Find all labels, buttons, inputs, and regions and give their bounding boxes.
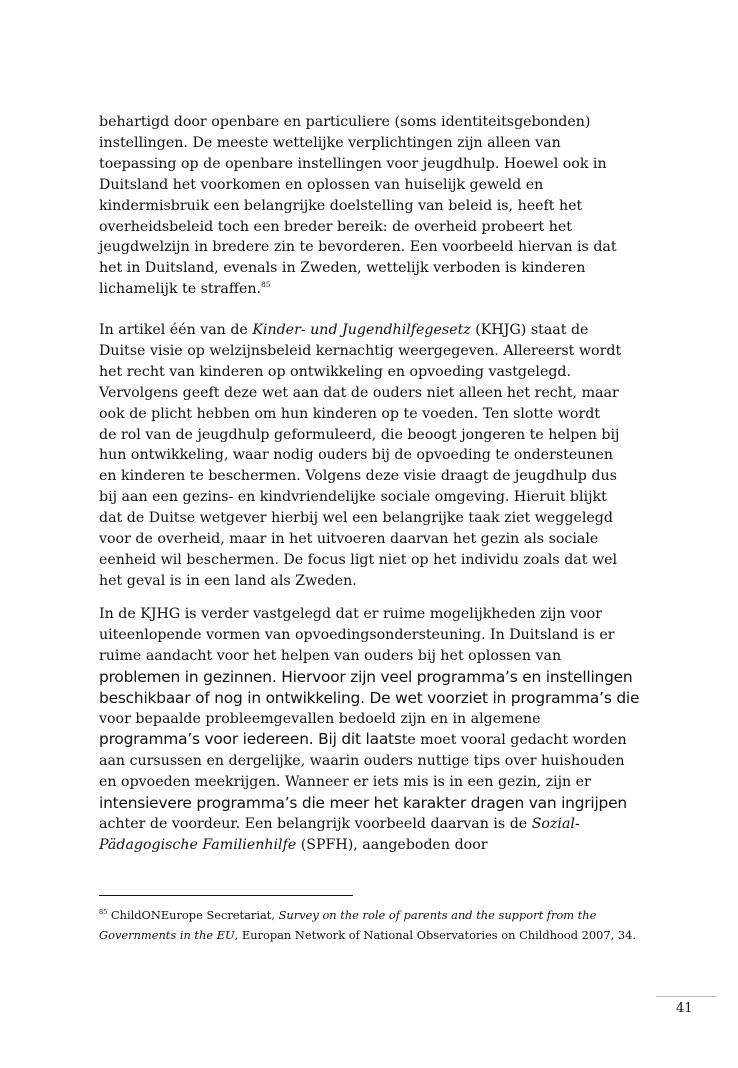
- page-number: 41: [676, 1001, 693, 1016]
- text-line: Duitsland het voorkomen en oplossen van huiselijk geweld en: [99, 176, 544, 193]
- program-name: Sozial-: [531, 816, 580, 833]
- text-line: instellingen. De meeste wettelijke verplichtingen zijn alleen van: [99, 134, 561, 151]
- text-line: jeugdwelzijn in bredere zin te bevorderen. Een voorbeeld hiervan is dat: [99, 239, 617, 256]
- text-fragment: achter de voordeur. Een belangrijk voorbeeld daarvan is de: [99, 816, 532, 833]
- footnote: [99, 906, 644, 945]
- text-line: [99, 814, 644, 835]
- text-line: het in Duitsland, evenals in Zweden, wettelijk verboden is kinderen: [99, 260, 586, 277]
- text-line: overheidsbeleid toch een breder bereik: de overheid probeert het: [99, 218, 572, 235]
- footnote-text: ChildONEurope Secretariat,: [107, 908, 279, 922]
- text-fragment: (KHJG) staat de: [470, 322, 589, 338]
- text-line: voor bepaalde probleemgevallen bedoeld zijn en in algemene: [99, 710, 541, 727]
- program-name: Pädagogische Familienhilfe: [99, 836, 297, 853]
- text-line: problemen in gezinnen. Hiervoor zijn veel programma’s en instellingen: [99, 667, 633, 686]
- text-line: Vervolgens geeft deze wet aan dat de ouders niet alleen het recht, maar: [99, 384, 619, 401]
- text-line: kindermisbruik een belangrijke doelstelling van beleid is, heeft het: [99, 197, 583, 214]
- text-fragment: lichamelijk te straffen.: [99, 281, 261, 298]
- paragraph-3: [99, 604, 644, 856]
- text-line: eenheid wil beschermen. De focus ligt niet op het individu zoals dat wel: [99, 551, 618, 568]
- footnote-divider: [99, 895, 353, 896]
- text-line: en opvoeden meekrijgen. Wanneer er iets mis is in een gezin, zijn er: [99, 774, 591, 791]
- text-line: Duitse visie op welzijnsbeleid kernachtig weergegeven. Allereerst wordt: [99, 342, 622, 359]
- text-line: voor de overheid, maar in het uitvoeren daarvan het gezin als sociale: [99, 531, 599, 548]
- text-line: hun ontwikkeling, waar nodig ouders bij de opvoeding te ondersteunen: [99, 447, 614, 464]
- text-line: toepassing op de openbare instellingen voor jeugdhulp. Hoewel ook in: [99, 155, 607, 172]
- footnote-reference[interactable]: 85: [261, 280, 271, 290]
- text-line: aan cursussen en dergelijke, waarin ouders nuttige tips over huishouden: [99, 753, 625, 770]
- text-line: behartigd door openbare en particuliere (soms identiteitsgebonden): [99, 114, 591, 130]
- paragraph-2: [99, 320, 644, 592]
- text-line: het geval is in een land als Zweden.: [99, 572, 357, 589]
- text-line: en kinderen te beschermen. Volgens deze visie draagt de jeugdhulp dus: [99, 468, 617, 485]
- text-line: [99, 835, 644, 856]
- text-line: [99, 320, 644, 341]
- text-line: uiteenlopende vormen van opvoedingsondersteuning. In Duitsland is er: [99, 626, 615, 643]
- text-line: ook de plicht hebben om hun kinderen op te voeden. Ten slotte wordt: [99, 405, 601, 422]
- footnote-text: , Europan Network of National Observatories on Childhood 2007, 34.: [234, 927, 637, 942]
- text-line: dat de Duitse wetgever hierbij wel een belangrijke taak ziet weggelegd: [99, 510, 613, 527]
- text-line: het recht van kinderen op ontwikkeling en opvoeding vastgelegd.: [99, 363, 572, 380]
- footnote-title: Survey on the role of parents and the support from the Governments in the EU: [99, 908, 597, 942]
- text-fragment: programma’s voor iedereen. Bij dit laats: [99, 730, 402, 749]
- text-line: [99, 729, 644, 751]
- text-line: intensievere programma’s die meer het karakter dragen van ingrijpen: [99, 794, 627, 813]
- text-line: bij aan een gezins- en kindvriendelijke sociale omgeving. Hieruit blijkt: [99, 489, 607, 506]
- page-number-divider: [656, 996, 717, 997]
- text-line: beschikbaar of nog in ontwikkeling. De wet voorziet in programma’s die: [99, 688, 640, 707]
- footnote-number: 85: [99, 908, 108, 916]
- paragraph-1: [99, 112, 644, 300]
- law-title: Kinder- und Jugendhilfegesetz: [252, 322, 471, 338]
- text-line: ruime aandacht voor het helpen van ouders bij het oplossen van: [99, 647, 562, 664]
- text-fragment: In artikel één van de: [99, 322, 253, 338]
- text-fragment: (SPFH), aangeboden door: [296, 836, 488, 853]
- text-line: de rol van de jeugdhulp geformuleerd, die beoogt jongeren te helpen bij: [99, 426, 620, 443]
- text-line: [99, 279, 644, 300]
- text-fragment: te moet vooral gedacht worden: [401, 732, 627, 749]
- text-line: In de KJHG is verder vastgelegd dat er ruime mogelijkheden zijn voor: [99, 606, 602, 622]
